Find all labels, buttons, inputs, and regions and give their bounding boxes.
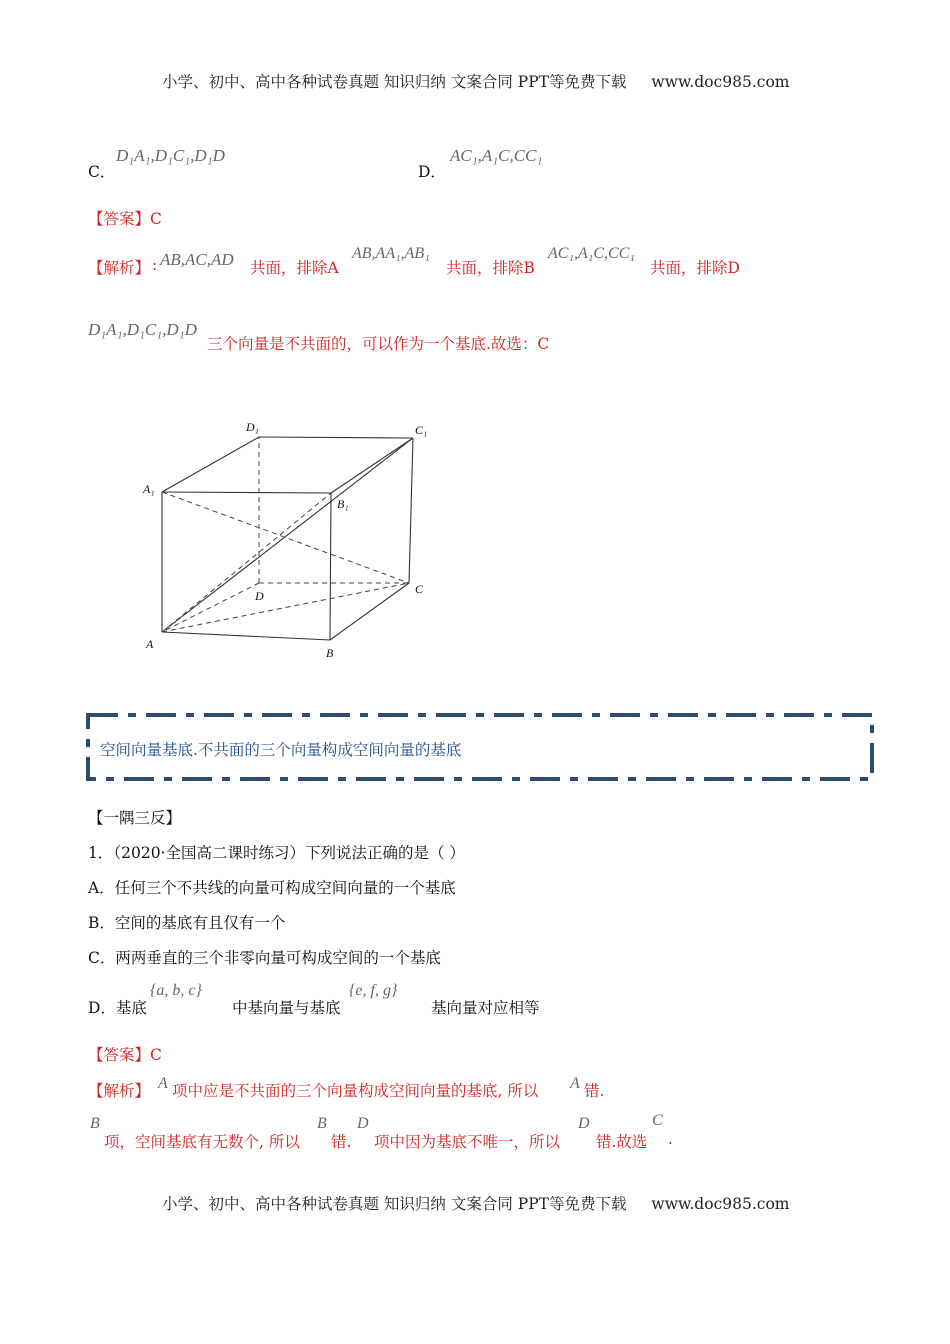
option-c-math: D₁A₁,D₁C₁,D₁D (116, 146, 225, 165)
label-c1: C₁ (415, 423, 428, 437)
label-b: B (326, 646, 334, 660)
option-d-set1: {a, b, c} (150, 982, 202, 999)
analysis-a2: A (570, 1075, 580, 1092)
analysis-text-1: 共面，排除A (250, 259, 339, 277)
diag-a-b1 (162, 493, 331, 632)
option-d-prefix: D．基底 (88, 999, 147, 1017)
label-a: A (146, 637, 154, 651)
callout-text: 空间向量基底.不共面的三个向量构成空间向量的基底 (100, 741, 462, 759)
label-b1: B₁ (337, 497, 349, 511)
edge-b1-b (330, 493, 331, 640)
option-d-math: AC₁,A₁C,CC₁ (450, 146, 543, 165)
analysis-math-1: AB,AC,AD (160, 250, 234, 269)
footer-url[interactable]: www.doc985.com (651, 1195, 790, 1213)
line2-text1: 项，空间基底有无数个, 所以 (104, 1133, 300, 1151)
edge-c-c1 (409, 438, 413, 583)
analysis-colon: : (152, 256, 158, 274)
option-b-text: B．空间的基底有且仅有一个 (88, 914, 286, 932)
line2-text4: 错.故选 (596, 1133, 648, 1151)
analysis-label-2: 【解析】 (88, 1082, 151, 1100)
edge-b-c (330, 583, 409, 640)
option-a-text: A．任何三个不共线的向量可构成空间向量的一个基底 (88, 879, 456, 897)
analysis-text-3: 共面，排除D (650, 259, 740, 277)
cube-figure (140, 415, 440, 660)
option-c-text: C．两两垂直的三个非零向量可构成空间的一个基底 (88, 949, 441, 967)
page-footer (162, 1192, 789, 1214)
edge-a-b (162, 632, 330, 640)
edge-d1-a1 (162, 437, 259, 492)
option-c-label: C． (88, 163, 116, 181)
footer-text: 小学、初中、高中各种试卷真题 知识归纳 文案合同 PPT等免费下载 (162, 1195, 627, 1213)
line2-b: B (90, 1115, 100, 1132)
option-d-set2: {e, f, g} (349, 982, 398, 999)
label-d: D (255, 589, 264, 603)
practice-heading: 【一隅三反】 (88, 809, 182, 827)
line2-b2: B (317, 1115, 327, 1132)
label-d1: D₁ (246, 420, 259, 434)
line2-c: C (652, 1112, 663, 1129)
option-c (88, 160, 115, 182)
line2-d: D (357, 1115, 369, 1132)
question-1: 1．（2020·全国高二课时练习）下列说法正确的是（ ） (88, 844, 465, 862)
analysis-math-3: AC₁,A₁C,CC₁ (548, 245, 635, 262)
edge-b1-c1 (331, 438, 413, 493)
answer-1: 【答案】C (88, 210, 162, 228)
diag-a-c (162, 583, 409, 632)
line2-d2: D (578, 1115, 590, 1132)
label-a1: A₁ (143, 482, 155, 496)
diag-a1-c (162, 492, 409, 583)
option-d-mid: 中基向量与基底 (232, 999, 341, 1017)
option-d (418, 160, 446, 182)
option-d-suffix: 基向量对应相等 (431, 999, 540, 1017)
analysis-label-1: 【解析】 (88, 259, 151, 277)
analysis-math-2: AB,AA₁,AB₁ (352, 245, 430, 262)
answer-2: 【答案】C (88, 1046, 162, 1064)
line2-text2: 错. (331, 1133, 352, 1151)
header-url[interactable]: www.doc985.com (651, 73, 790, 91)
analysis-text-4: 三个向量是不共面的，可以作为一个基底.故选：C (207, 335, 550, 353)
analysis-math-4: D₁A₁,D₁C₁,D₁D (88, 320, 197, 339)
line2-text3: 项中因为基底不唯一，所以 (374, 1133, 561, 1151)
analysis-line1-end: 错. (584, 1082, 605, 1100)
analysis-a: A (158, 1075, 168, 1092)
option-d-label: D． (418, 163, 446, 181)
diag-a-c1 (162, 438, 413, 632)
edge-d-a (162, 583, 259, 632)
label-c: C (415, 582, 424, 596)
edge-c1-d1 (259, 437, 413, 438)
header-text: 小学、初中、高中各种试卷真题 知识归纳 文案合同 PPT等免费下载 (162, 73, 627, 91)
page-header (162, 70, 789, 92)
analysis-line1: 项中应是不共面的三个向量构成空间向量的基底, 所以 (172, 1082, 539, 1100)
analysis-text-2: 共面，排除B (446, 259, 535, 277)
line2-end: . (668, 1130, 673, 1148)
edge-a1-b1 (162, 492, 331, 493)
